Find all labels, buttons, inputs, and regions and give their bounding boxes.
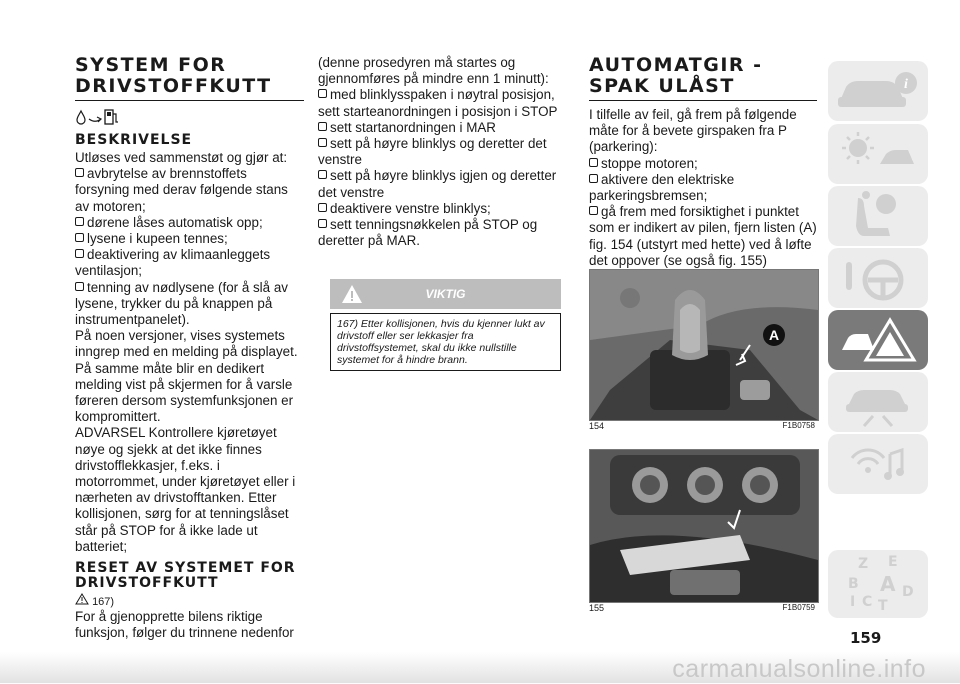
reference-number: 167) [92,596,115,609]
figure-code: F1B0758 [782,421,815,430]
list-item: aktivere den elektriske parkeringsbremsen; [589,171,735,204]
checkbox-bullet-icon [75,168,84,177]
list-item: tenning av nødlysene (for å slå av lysene, trykker du på knappen på instrumentpanelet). [75,279,288,328]
warning-header [330,279,561,309]
title-rule [75,100,304,101]
paragraph: På noen versjoner, vises systemets inngrep med en melding på displayet. På samme måte blir en dedikert melding vist på skjermen for å varsle føreren dersom systemfunksjonen er kompromittert. [75,328,298,425]
figure-code: F1B0759 [782,603,815,612]
checkbox-bullet-icon [589,174,598,183]
tab-in-emergency[interactable] [828,310,928,370]
tab-maintenance[interactable] [828,372,928,432]
figure-154-gear-shifter [589,269,819,421]
list-item: dørene låses automatisk opp; [75,215,304,231]
checkbox-bullet-icon [318,219,327,228]
fuel-drop-icon [75,107,304,127]
note-reference [75,593,304,609]
warning-triangle-icon [340,283,364,316]
list-item: stoppe motoren; [589,156,817,172]
tab-safety[interactable] [828,186,928,246]
checkbox-bullet-icon [589,158,598,167]
list-item: sett på høyre blinklys igjen og deretter det venstre [318,168,557,200]
figure-155-caption [589,603,817,613]
column-3 [589,55,817,269]
continued-text: (denne prosedyren må startes og gjennomføres på mindre enn 1 minutt): [318,55,549,87]
warning-box [330,279,561,371]
subsection-title-reset: RESET AV SYSTEMET FOR DRIVSTOFFKUTT [75,560,296,592]
figure-number: 155 [589,603,605,613]
subsection-title-description: BESKRIVELSE [75,132,193,148]
section-title: AUTOMATGIR - SPAK ULÅST [589,54,763,97]
callout-label-a: A [763,324,785,346]
column-1 [75,55,304,641]
checkbox-bullet-icon [318,122,327,131]
warning-body-frame [330,313,561,371]
page-number: 159 [850,629,882,647]
paragraph: For å gjenopprette bilens riktige funksjon, følger du trinnene nedenfor [75,609,294,641]
footer-watermark-bar [0,652,960,683]
column-2 [318,55,563,371]
car-lift-icon [828,372,928,432]
warning-title: VIKTIG [425,287,466,302]
tab-multimedia[interactable] [828,434,928,494]
intro-text: Utløses ved sammenstøt og gjør at: [75,150,288,165]
checkbox-bullet-icon [75,282,84,291]
tab-lights-indicators[interactable] [828,124,928,184]
checkbox-bullet-icon [318,138,327,147]
figure-155-console-panel [589,449,819,603]
warning-triangle-icon [75,596,92,608]
tab-starting-driving[interactable] [828,248,928,308]
section-title: SYSTEM FOR DRIVSTOFFKUTT [75,54,272,97]
list-item: lysene i kupeen tennes; [75,231,304,247]
emergency-triangle-icon [828,310,928,370]
car-info-icon [828,61,928,121]
checkbox-bullet-icon [589,206,598,215]
intro-text: I tilfelle av feil, gå frem på følgende måte for å bevete girspaken fra P (parkering): [589,107,797,155]
checkbox-bullet-icon [318,203,327,212]
figure-154-caption [589,421,817,431]
warning-paragraph: ADVARSEL Kontrollere kjøretøyet nøye og sjekk at det ikke finnes drivstofflekkasjer, f.eks. i motorrommet, under kjøretøyet eller i nærheten av drivstofftanken. Etter kollisjonen, sørg for at tenningslåset står på STOP for å ikke lade ut batteriet; [75,425,296,554]
checkbox-bullet-icon [318,89,327,98]
checkbox-bullet-icon [318,170,327,179]
index-letters-icon: Z E B A C D I T [848,554,914,614]
list-item: avbrytelse av brennstoffets forsyning med derav følgende stans av motoren; [75,166,288,214]
warning-lights-icon [828,124,928,184]
steering-wheel-icon [828,248,928,308]
svg-text:i: i [904,77,908,92]
list-item: gå frem med forsiktighet i punktet som er indikert av pilen, fjern listen (A) fig. 154 (utstyrt med hette) ved å løfte det oppover (se også fig. 155) [589,204,817,268]
tab-dashboard-info[interactable] [828,61,928,121]
checkbox-bullet-icon [75,249,84,258]
list-item: sett på høyre blinklys og deretter det venstre [318,136,547,168]
figure-number: 154 [589,421,605,431]
airbag-seat-icon [828,186,928,246]
warning-text: 167) Etter kollisjonen, hvis du kjenner lukt av drivstoff eller ser lekkasjer fra drivstoffsystemet, skal du ikke nullstille systemet for å hindre brann. [337,318,545,367]
title-rule [589,100,817,101]
list-item: med blinklysspaken i nøytral posisjon, sett starteanordningen i posisjon i STOP [318,87,558,119]
checkbox-bullet-icon [75,217,84,226]
list-item: deaktivere venstre blinklys; [318,201,563,217]
checkbox-bullet-icon [75,233,84,242]
tab-index[interactable] [828,550,928,618]
list-item: sett startanordningen i MAR [318,120,563,136]
list-item: sett tenningsnøkkelen på STOP og deretter på MAR. [318,217,538,249]
footer-watermark: carmanualsonline.info [672,655,926,683]
list-item: deaktivering av klimaanleggets ventilasjon; [75,247,271,279]
multimedia-wifi-music-icon [828,434,928,494]
